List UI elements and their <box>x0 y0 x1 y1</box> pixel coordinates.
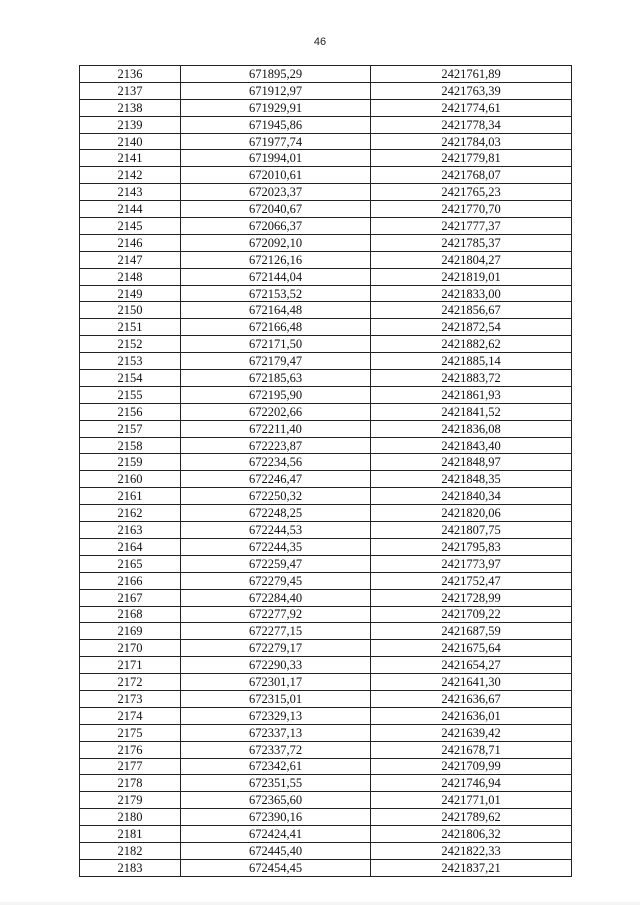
point-number-cell: 2168 <box>80 606 181 623</box>
y-coordinate-cell: 2421773,97 <box>371 555 572 572</box>
point-number-cell: 2141 <box>80 150 181 167</box>
y-coordinate-cell: 2421843,40 <box>371 437 572 454</box>
x-coordinate-cell: 672301,17 <box>181 674 371 691</box>
y-coordinate-cell: 2421709,99 <box>371 758 572 775</box>
point-number-cell: 2169 <box>80 623 181 640</box>
y-coordinate-cell: 2421709,22 <box>371 606 572 623</box>
table-row <box>80 201 572 218</box>
y-coordinate-cell: 2421885,14 <box>371 353 572 370</box>
y-coordinate-cell: 2421789,62 <box>371 809 572 826</box>
y-coordinate-cell: 2421804,27 <box>371 251 572 268</box>
y-coordinate-cell: 2421768,07 <box>371 167 572 184</box>
coordinates-table-body <box>80 66 572 877</box>
x-coordinate-cell: 672195,90 <box>181 386 371 403</box>
point-number-cell: 2166 <box>80 572 181 589</box>
x-coordinate-cell: 672351,55 <box>181 775 371 792</box>
x-coordinate-cell: 671945,86 <box>181 116 371 133</box>
point-number-cell: 2160 <box>80 471 181 488</box>
point-number-cell: 2152 <box>80 336 181 353</box>
point-number-cell: 2143 <box>80 184 181 201</box>
table-row <box>80 319 572 336</box>
x-coordinate-cell: 672010,61 <box>181 167 371 184</box>
point-number-cell: 2177 <box>80 758 181 775</box>
x-coordinate-cell: 672066,37 <box>181 218 371 235</box>
x-coordinate-cell: 672342,61 <box>181 758 371 775</box>
y-coordinate-cell: 2421641,30 <box>371 674 572 691</box>
table-row <box>80 690 572 707</box>
point-number-cell: 2173 <box>80 690 181 707</box>
table-row <box>80 353 572 370</box>
point-number-cell: 2181 <box>80 826 181 843</box>
table-row <box>80 133 572 150</box>
y-coordinate-cell: 2421763,39 <box>371 82 572 99</box>
point-number-cell: 2175 <box>80 724 181 741</box>
x-coordinate-cell: 672166,48 <box>181 319 371 336</box>
table-row <box>80 538 572 555</box>
y-coordinate-cell: 2421785,37 <box>371 234 572 251</box>
x-coordinate-cell: 672277,92 <box>181 606 371 623</box>
table-row <box>80 859 572 876</box>
table-row <box>80 167 572 184</box>
y-coordinate-cell: 2421861,93 <box>371 386 572 403</box>
table-row <box>80 657 572 674</box>
y-coordinate-cell: 2421819,01 <box>371 268 572 285</box>
table-row <box>80 555 572 572</box>
point-number-cell: 2179 <box>80 792 181 809</box>
point-number-cell: 2147 <box>80 251 181 268</box>
table-row <box>80 606 572 623</box>
point-number-cell: 2161 <box>80 488 181 505</box>
x-coordinate-cell: 672092,10 <box>181 234 371 251</box>
table-row <box>80 302 572 319</box>
table-row <box>80 437 572 454</box>
y-coordinate-cell: 2421837,21 <box>371 859 572 876</box>
point-number-cell: 2142 <box>80 167 181 184</box>
x-coordinate-cell: 672244,53 <box>181 522 371 539</box>
x-coordinate-cell: 672424,41 <box>181 826 371 843</box>
table-row <box>80 66 572 83</box>
point-number-cell: 2154 <box>80 370 181 387</box>
table-row <box>80 758 572 775</box>
y-coordinate-cell: 2421770,70 <box>371 201 572 218</box>
table-row <box>80 842 572 859</box>
x-coordinate-cell: 672279,45 <box>181 572 371 589</box>
table-row <box>80 724 572 741</box>
x-coordinate-cell: 672223,87 <box>181 437 371 454</box>
y-coordinate-cell: 2421746,94 <box>371 775 572 792</box>
y-coordinate-cell: 2421728,99 <box>371 589 572 606</box>
y-coordinate-cell: 2421806,32 <box>371 826 572 843</box>
x-coordinate-cell: 672185,63 <box>181 370 371 387</box>
x-coordinate-cell: 672250,32 <box>181 488 371 505</box>
x-coordinate-cell: 672171,50 <box>181 336 371 353</box>
y-coordinate-cell: 2421636,01 <box>371 707 572 724</box>
y-coordinate-cell: 2421636,67 <box>371 690 572 707</box>
y-coordinate-cell: 2421848,97 <box>371 454 572 471</box>
point-number-cell: 2150 <box>80 302 181 319</box>
x-coordinate-cell: 672023,37 <box>181 184 371 201</box>
table-row <box>80 471 572 488</box>
table-row <box>80 674 572 691</box>
x-coordinate-cell: 672315,01 <box>181 690 371 707</box>
y-coordinate-cell: 2421872,54 <box>371 319 572 336</box>
x-coordinate-cell: 672144,04 <box>181 268 371 285</box>
point-number-cell: 2156 <box>80 403 181 420</box>
table-row <box>80 775 572 792</box>
x-coordinate-cell: 672329,13 <box>181 707 371 724</box>
table-row <box>80 420 572 437</box>
table-row <box>80 268 572 285</box>
point-number-cell: 2146 <box>80 234 181 251</box>
x-coordinate-cell: 672365,60 <box>181 792 371 809</box>
y-coordinate-cell: 2421678,71 <box>371 741 572 758</box>
y-coordinate-cell: 2421774,61 <box>371 99 572 116</box>
point-number-cell: 2157 <box>80 420 181 437</box>
table-row <box>80 336 572 353</box>
point-number-cell: 2148 <box>80 268 181 285</box>
table-row <box>80 741 572 758</box>
y-coordinate-cell: 2421833,00 <box>371 285 572 302</box>
x-coordinate-cell: 672284,40 <box>181 589 371 606</box>
table-row <box>80 99 572 116</box>
x-coordinate-cell: 672279,17 <box>181 640 371 657</box>
y-coordinate-cell: 2421807,75 <box>371 522 572 539</box>
x-coordinate-cell: 671977,74 <box>181 133 371 150</box>
x-coordinate-cell: 672040,67 <box>181 201 371 218</box>
x-coordinate-cell: 672244,35 <box>181 538 371 555</box>
x-coordinate-cell: 672153,52 <box>181 285 371 302</box>
table-row <box>80 150 572 167</box>
y-coordinate-cell: 2421765,23 <box>371 184 572 201</box>
table-row <box>80 116 572 133</box>
table-row <box>80 454 572 471</box>
point-number-cell: 2176 <box>80 741 181 758</box>
table-row <box>80 218 572 235</box>
point-number-cell: 2172 <box>80 674 181 691</box>
table-row <box>80 792 572 809</box>
y-coordinate-cell: 2421841,52 <box>371 403 572 420</box>
point-number-cell: 2140 <box>80 133 181 150</box>
table-row <box>80 251 572 268</box>
table-row <box>80 505 572 522</box>
point-number-cell: 2164 <box>80 538 181 555</box>
point-number-cell: 2182 <box>80 842 181 859</box>
point-number-cell: 2174 <box>80 707 181 724</box>
y-coordinate-cell: 2421778,34 <box>371 116 572 133</box>
table-row <box>80 488 572 505</box>
x-coordinate-cell: 672202,66 <box>181 403 371 420</box>
table-row <box>80 285 572 302</box>
y-coordinate-cell: 2421777,37 <box>371 218 572 235</box>
table-row <box>80 370 572 387</box>
point-number-cell: 2136 <box>80 66 181 83</box>
point-number-cell: 2153 <box>80 353 181 370</box>
x-coordinate-cell: 672445,40 <box>181 842 371 859</box>
y-coordinate-cell: 2421820,06 <box>371 505 572 522</box>
y-coordinate-cell: 2421771,01 <box>371 792 572 809</box>
point-number-cell: 2170 <box>80 640 181 657</box>
x-coordinate-cell: 672259,47 <box>181 555 371 572</box>
point-number-cell: 2163 <box>80 522 181 539</box>
point-number-cell: 2171 <box>80 657 181 674</box>
x-coordinate-cell: 672290,33 <box>181 657 371 674</box>
x-coordinate-cell: 672234,56 <box>181 454 371 471</box>
y-coordinate-cell: 2421882,62 <box>371 336 572 353</box>
point-number-cell: 2178 <box>80 775 181 792</box>
table-row <box>80 184 572 201</box>
y-coordinate-cell: 2421795,83 <box>371 538 572 555</box>
point-number-cell: 2183 <box>80 859 181 876</box>
x-coordinate-cell: 672164,48 <box>181 302 371 319</box>
table-row <box>80 623 572 640</box>
y-coordinate-cell: 2421779,81 <box>371 150 572 167</box>
y-coordinate-cell: 2421654,27 <box>371 657 572 674</box>
y-coordinate-cell: 2421639,42 <box>371 724 572 741</box>
x-coordinate-cell: 672277,15 <box>181 623 371 640</box>
point-number-cell: 2137 <box>80 82 181 99</box>
y-coordinate-cell: 2421848,35 <box>371 471 572 488</box>
x-coordinate-cell: 671895,29 <box>181 66 371 83</box>
table-row <box>80 589 572 606</box>
x-coordinate-cell: 671929,91 <box>181 99 371 116</box>
y-coordinate-cell: 2421836,08 <box>371 420 572 437</box>
point-number-cell: 2139 <box>80 116 181 133</box>
y-coordinate-cell: 2421856,67 <box>371 302 572 319</box>
y-coordinate-cell: 2421675,64 <box>371 640 572 657</box>
x-coordinate-cell: 672211,40 <box>181 420 371 437</box>
table-row <box>80 826 572 843</box>
x-coordinate-cell: 672246,47 <box>181 471 371 488</box>
y-coordinate-cell: 2421687,59 <box>371 623 572 640</box>
y-coordinate-cell: 2421784,03 <box>371 133 572 150</box>
y-coordinate-cell: 2421840,34 <box>371 488 572 505</box>
point-number-cell: 2162 <box>80 505 181 522</box>
point-number-cell: 2144 <box>80 201 181 218</box>
x-coordinate-cell: 672337,13 <box>181 724 371 741</box>
table-row <box>80 809 572 826</box>
x-coordinate-cell: 672454,45 <box>181 859 371 876</box>
point-number-cell: 2159 <box>80 454 181 471</box>
point-number-cell: 2145 <box>80 218 181 235</box>
point-number-cell: 2149 <box>80 285 181 302</box>
x-coordinate-cell: 671994,01 <box>181 150 371 167</box>
table-row <box>80 640 572 657</box>
y-coordinate-cell: 2421761,89 <box>371 66 572 83</box>
point-number-cell: 2151 <box>80 319 181 336</box>
coordinates-table <box>79 65 572 877</box>
table-row <box>80 82 572 99</box>
table-row <box>80 234 572 251</box>
table-row <box>80 386 572 403</box>
point-number-cell: 2167 <box>80 589 181 606</box>
table-row <box>80 707 572 724</box>
x-coordinate-cell: 672126,16 <box>181 251 371 268</box>
x-coordinate-cell: 672337,72 <box>181 741 371 758</box>
point-number-cell: 2158 <box>80 437 181 454</box>
x-coordinate-cell: 672390,16 <box>181 809 371 826</box>
page-number: 46 <box>313 36 327 48</box>
point-number-cell: 2165 <box>80 555 181 572</box>
y-coordinate-cell: 2421752,47 <box>371 572 572 589</box>
table-row <box>80 403 572 420</box>
table-row <box>80 572 572 589</box>
point-number-cell: 2180 <box>80 809 181 826</box>
table-row <box>80 522 572 539</box>
x-coordinate-cell: 672179,47 <box>181 353 371 370</box>
point-number-cell: 2138 <box>80 99 181 116</box>
point-number-cell: 2155 <box>80 386 181 403</box>
y-coordinate-cell: 2421883,72 <box>371 370 572 387</box>
x-coordinate-cell: 672248,25 <box>181 505 371 522</box>
x-coordinate-cell: 671912,97 <box>181 82 371 99</box>
y-coordinate-cell: 2421822,33 <box>371 842 572 859</box>
